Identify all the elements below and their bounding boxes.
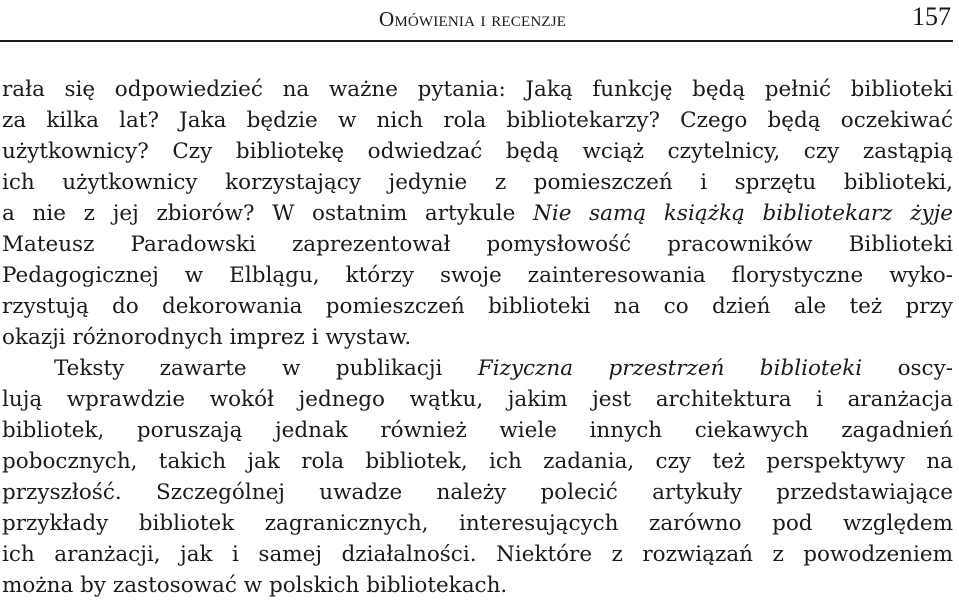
article-title-italic: Nie samą książką bibliotekarz żyje — [533, 201, 953, 226]
text-segment: Teksty zawarte w publikacji — [54, 356, 478, 381]
text-line: przykłady bibliotek zagranicznych, interesujących zarówno pod względem — [2, 511, 953, 536]
text-line: ich użytkownicy korzystający jedynie z pomieszczeń i sprzętu biblioteki, — [2, 170, 953, 195]
text-line: można by zastosować w polskich bibliotekach. — [2, 573, 508, 598]
page-header — [0, 0, 953, 42]
text-line: użytkownicy? Czy bibliotekę odwiedzać będą wciąż czytelnicy, czy zastąpią — [2, 139, 953, 164]
text-segment: a nie z jej zbiorów? W ostatnim artykule — [2, 201, 533, 226]
publication-title-italic: Fizyczna przestrzeń biblioteki — [477, 356, 863, 381]
text-line: okazji różnorodnych imprez i wystaw. — [2, 325, 412, 350]
text-line — [2, 353, 953, 384]
text-line: ich aranżacji, jak i samej działalności. Niektóre z rozwiązań z powodzeniem — [2, 542, 953, 567]
text-line: rzystują do dekorowania pomieszczeń biblioteki na co dzień ale też przy — [2, 294, 953, 319]
text-line: pobocznych, takich jak rola bibliotek, ich zadania, czy też perspektywy na — [2, 449, 953, 474]
text-line: rała się odpowiedzieć na ważne pytania: Jaką funkcję będą pełnić biblioteki — [2, 77, 953, 102]
body-text — [2, 74, 953, 601]
text-line: Pedagogicznej w Elblągu, którzy swoje zainteresowania florystyczne wyko- — [2, 263, 953, 288]
text-segment: oscy- — [862, 356, 954, 381]
text-line: bibliotek, poruszają jednak również wiele innych ciekawych zagadnień — [2, 418, 953, 443]
text-line — [2, 198, 953, 229]
running-title: Omówienia i recenzje — [379, 7, 567, 31]
text-line: za kilka lat? Jaka będzie w nich rola bibliotekarzy? Czego będą oczekiwać — [2, 108, 953, 133]
text-line: przyszłość. Szczególnej uwadze należy polecić artykuły przedstawiające — [2, 480, 953, 505]
text-line: Mateusz Paradowski zaprezentował pomysłowość pracowników Biblioteki — [2, 232, 953, 257]
page-number: 157 — [912, 2, 951, 31]
text-line: lują wprawdzie wokół jednego wątku, jakim jest architektura i aranżacja — [2, 387, 953, 412]
